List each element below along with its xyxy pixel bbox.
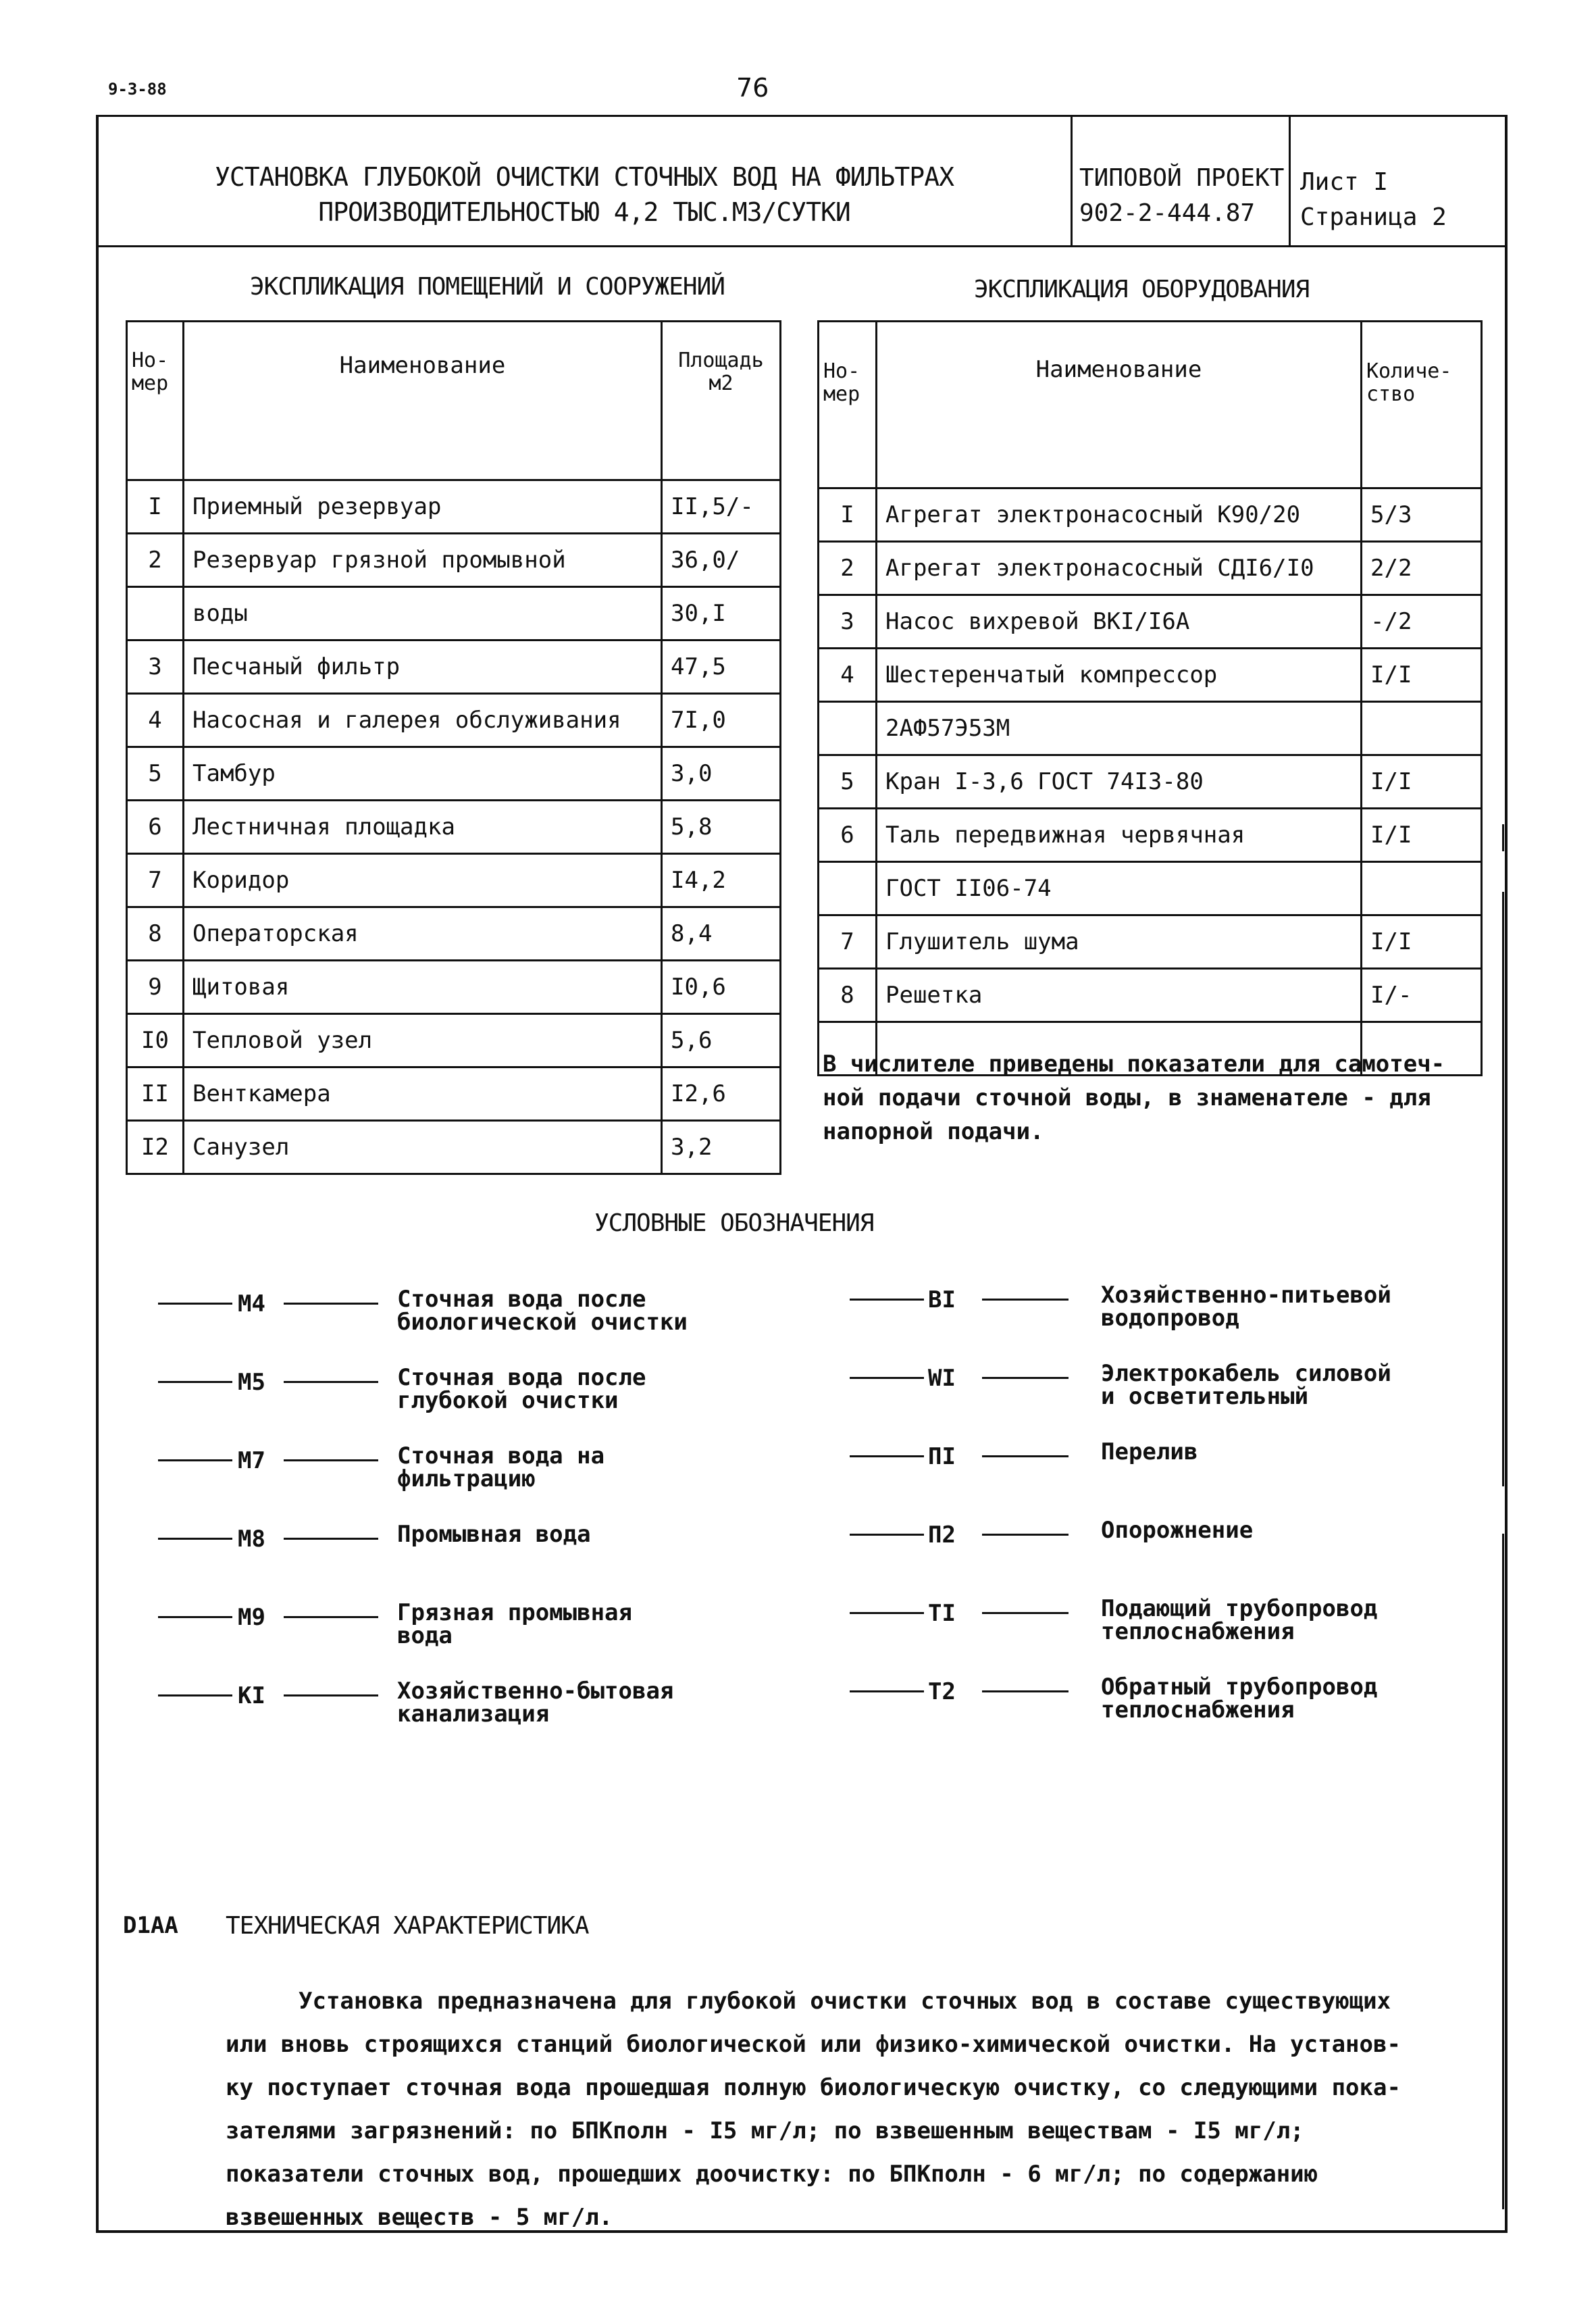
- room-name: Насосная и галерея обслуживания: [184, 694, 662, 747]
- legend-description: [1101, 1674, 1378, 1724]
- table-row: [127, 747, 781, 801]
- equipment-quantity: -/2: [1362, 595, 1482, 649]
- legend-code: ТI: [928, 1600, 956, 1627]
- legend-line: [982, 1612, 1069, 1614]
- legend-code: ВI: [928, 1286, 956, 1313]
- paragraph-line: [226, 1980, 1482, 2023]
- legend-description-line: Промывная вода: [397, 1521, 591, 1548]
- legend-title: УСЛОВНЫЕ ОБОЗНАЧЕНИЯ: [594, 1209, 874, 1237]
- equipment-quantity: [1362, 702, 1482, 755]
- legend-code: WI: [928, 1365, 956, 1392]
- document-title: УСТАНОВКА ГЛУБОКОЙ ОЧИСТКИ СТОЧНЫХ ВОД НА ФИЛЬТРАХ ПРОИЗВОДИТЕЛЬНОСТЬЮ 4,2 ТЫС.М3/СУТКИ: [215, 162, 954, 227]
- legend-description: [1101, 1284, 1391, 1330]
- table-row: [819, 915, 1482, 969]
- paragraph-text: ку поступает сточная вода прошедшая полную биологическую очистку, со следующими пока-: [226, 2074, 1401, 2101]
- legend-description: [1101, 1440, 1198, 1463]
- legend-code: М5: [238, 1369, 265, 1396]
- legend-description: [397, 1601, 632, 1647]
- table-row: [819, 969, 1482, 1022]
- table-row: [819, 702, 1482, 755]
- table-row: [819, 595, 1482, 649]
- legend-line: [850, 1690, 924, 1692]
- title-block-divider: [1071, 115, 1073, 247]
- rooms-title: ЭКСПЛИКАЦИЯ ПОМЕЩЕНИЙ И СООРУЖЕНИЙ: [250, 273, 725, 301]
- legend-description-line: Подающий трубопровод: [1101, 1595, 1378, 1622]
- sheet-info: Лист I Страница 2: [1300, 168, 1447, 231]
- legend-description-line: Хозяйственно-питьевой: [1101, 1282, 1391, 1309]
- room-area: I4,2: [662, 854, 781, 907]
- room-number: I0: [127, 1014, 184, 1067]
- equipment-number: 3: [819, 595, 877, 649]
- equipment-quantity: I/I: [1362, 755, 1482, 809]
- legend-description-line: Перелив: [1101, 1438, 1198, 1465]
- table-row: [819, 488, 1482, 542]
- equipment-name: Решетка: [877, 969, 1362, 1022]
- frame-rule: [1502, 1534, 1504, 2209]
- tech-paragraph: [226, 1980, 1482, 2239]
- room-area: I2,6: [662, 1067, 781, 1121]
- tech-title: ТЕХНИЧЕСКАЯ ХАРАКТЕРИСТИКА: [226, 1912, 589, 1940]
- legend-line: [158, 1459, 232, 1461]
- paragraph-text: или вновь строящихся станций биологической или физико-химической очистки. На установ-: [226, 2031, 1401, 2058]
- legend-description-line: канализация: [397, 1701, 550, 1728]
- col-area-header: Площадь м2: [662, 322, 781, 480]
- room-name: Коридор: [184, 854, 662, 907]
- table-header-row: [127, 322, 781, 480]
- room-area: 36,0/: [662, 534, 781, 587]
- legend-description-line: Хозяйственно-бытовая: [397, 1678, 674, 1705]
- room-area: 3,0: [662, 747, 781, 801]
- equipment-name: Глушитель шума: [877, 915, 1362, 969]
- equipment-number: [819, 702, 877, 755]
- legend-description-line: Сточная вода после: [397, 1364, 646, 1391]
- table-row: [127, 1014, 781, 1067]
- frame-rule: [1502, 824, 1504, 851]
- legend-line: [982, 1377, 1069, 1379]
- equipment-name: Агрегат электронасосный СДI6/I0: [877, 542, 1362, 595]
- room-area: II,5/-: [662, 480, 781, 534]
- equipment-name: Таль передвижная червячная: [877, 809, 1362, 862]
- legend-code: М8: [238, 1526, 265, 1553]
- legend-description-line: Грязная промывная: [397, 1599, 632, 1626]
- title-block-divider: [1289, 115, 1291, 247]
- legend-description: [397, 1444, 604, 1490]
- legend-line: [982, 1534, 1069, 1536]
- frame-rule: [1502, 892, 1504, 1486]
- table-row: [127, 534, 781, 587]
- rooms-table: [126, 320, 781, 1175]
- legend-line: [284, 1303, 378, 1305]
- room-area: I0,6: [662, 961, 781, 1014]
- table-row: [127, 587, 781, 640]
- legend-line: [284, 1381, 378, 1383]
- room-name: Санузел: [184, 1121, 662, 1174]
- room-number: [127, 587, 184, 640]
- equipment-name: Насос вихревой ВКI/I6А: [877, 595, 1362, 649]
- table-row: [819, 542, 1482, 595]
- legend-description-line: Опорожнение: [1101, 1517, 1254, 1544]
- project-info: ТИПОВОЙ ПРОЕКТ 902-2-444.87: [1079, 164, 1285, 227]
- room-number: I2: [127, 1121, 184, 1174]
- legend-description-line: фильтрацию: [397, 1465, 536, 1492]
- legend-code: П2: [928, 1521, 956, 1549]
- room-area: 5,8: [662, 801, 781, 854]
- legend-description: [1101, 1597, 1377, 1643]
- col-number-header: Но- мер: [127, 322, 184, 480]
- room-area: 8,4: [662, 907, 781, 961]
- room-area: 5,6: [662, 1014, 781, 1067]
- paragraph-text: зателями загрязнений: по БПКполн - I5 мг/л; по взвешенным веществам - I5 мг/л;: [226, 2117, 1304, 2144]
- paragraph-text: взвешенных веществ - 5 мг/л.: [226, 2204, 613, 2231]
- legend-description: [1101, 1519, 1253, 1542]
- equipment-name: ГОСТ II06-74: [877, 862, 1362, 915]
- room-name: Венткамера: [184, 1067, 662, 1121]
- legend-description: [397, 1523, 591, 1546]
- room-number: 8: [127, 907, 184, 961]
- table-header-row: [819, 322, 1482, 488]
- table-row: [127, 1067, 781, 1121]
- room-area: 47,5: [662, 640, 781, 694]
- table-row: [127, 694, 781, 747]
- legend-line: [158, 1616, 232, 1618]
- legend-description-line: водопровод: [1101, 1305, 1239, 1332]
- legend-line: [982, 1690, 1069, 1692]
- equipment-number: 5: [819, 755, 877, 809]
- room-name: Резервуар грязной промывной: [184, 534, 662, 587]
- legend-line: [850, 1299, 924, 1301]
- room-name: Песчаный фильтр: [184, 640, 662, 694]
- legend-code: КI: [238, 1682, 265, 1709]
- room-number: 7: [127, 854, 184, 907]
- room-name: Операторская: [184, 907, 662, 961]
- legend-description-line: Сточная вода после: [397, 1286, 646, 1313]
- document-code: 9-3-88: [108, 80, 167, 99]
- equipment-name: Кран I-3,6 ГОСТ 74I3-80: [877, 755, 1362, 809]
- legend-description-line: глубокой очистки: [397, 1387, 619, 1414]
- table-row: [819, 649, 1482, 702]
- equipment-quantity: [1362, 862, 1482, 915]
- table-row: [127, 907, 781, 961]
- equipment-number: 8: [819, 969, 877, 1022]
- equipment-title: ЭКСПЛИКАЦИЯ ОБОРУДОВАНИЯ: [974, 276, 1310, 303]
- equipment-number: I: [819, 488, 877, 542]
- paragraph-line: [226, 2066, 1482, 2109]
- legend-line: [158, 1538, 232, 1540]
- room-number: 3: [127, 640, 184, 694]
- col-number-header: Но- мер: [819, 322, 877, 488]
- room-number: 6: [127, 801, 184, 854]
- table-row: [127, 640, 781, 694]
- table-row: [819, 755, 1482, 809]
- legend-description-line: теплоснабжения: [1101, 1696, 1295, 1724]
- legend-code: М4: [238, 1290, 265, 1317]
- legend-description-line: вода: [397, 1622, 453, 1649]
- equipment-quantity: I/I: [1362, 649, 1482, 702]
- table-row: [127, 801, 781, 854]
- legend-description-line: биологической очистки: [397, 1309, 688, 1336]
- legend-line: [158, 1694, 232, 1696]
- room-name: Тепловой узел: [184, 1014, 662, 1067]
- room-area: 7I,0: [662, 694, 781, 747]
- legend-line: [850, 1377, 924, 1379]
- table-row: [819, 862, 1482, 915]
- equipment-name: Агрегат электронасосный К90/20: [877, 488, 1362, 542]
- room-number: I: [127, 480, 184, 534]
- equipment-note: В числителе приведены показатели для самотеч- ной подачи сточной воды, в знаменателе - для напорной подачи.: [823, 1051, 1445, 1145]
- room-name: Щитовая: [184, 961, 662, 1014]
- table-row: [127, 961, 781, 1014]
- legend-description-line: Электрокабель силовой: [1101, 1360, 1391, 1387]
- legend-code: ПI: [928, 1443, 956, 1470]
- room-number: 5: [127, 747, 184, 801]
- legend-description: [397, 1366, 646, 1412]
- table-row: [819, 809, 1482, 862]
- equipment-quantity: I/I: [1362, 915, 1482, 969]
- room-area: 30,I: [662, 587, 781, 640]
- equipment-quantity: 5/3: [1362, 488, 1482, 542]
- paragraph-line: [226, 2196, 1482, 2239]
- paragraph-line: [226, 2153, 1482, 2196]
- col-name-header: Наименование: [184, 322, 662, 480]
- page-number: 76: [736, 73, 769, 103]
- legend-code: Т2: [928, 1678, 956, 1705]
- legend-line: [158, 1303, 232, 1305]
- legend-line: [284, 1694, 378, 1696]
- equipment-number: 6: [819, 809, 877, 862]
- room-number: 9: [127, 961, 184, 1014]
- equipment-name: Шестеренчатый компрессор: [877, 649, 1362, 702]
- legend-description: [1101, 1362, 1391, 1408]
- col-name-header: Наименование: [877, 322, 1362, 488]
- legend-code: М9: [238, 1604, 265, 1631]
- equipment-table: [817, 320, 1483, 1076]
- paragraph-text: показатели сточных вод, прошедших доочистку: по БПКполн - 6 мг/л; по содержанию: [226, 2161, 1318, 2188]
- legend-line: [284, 1538, 378, 1540]
- equipment-number: 4: [819, 649, 877, 702]
- room-number: 2: [127, 534, 184, 587]
- room-area: 3,2: [662, 1121, 781, 1174]
- legend-description: [397, 1288, 688, 1334]
- room-name: Приемный резервуар: [184, 480, 662, 534]
- table-row: [127, 854, 781, 907]
- section-code: D1AA: [123, 1912, 178, 1939]
- col-qty-header: Количе- ство: [1362, 322, 1482, 488]
- equipment-number: [819, 862, 877, 915]
- legend-line: [982, 1299, 1069, 1301]
- legend-line: [850, 1455, 924, 1457]
- table-row: [127, 1121, 781, 1174]
- room-name: воды: [184, 587, 662, 640]
- equipment-number: 7: [819, 915, 877, 969]
- legend-line: [284, 1459, 378, 1461]
- legend-code: М7: [238, 1447, 265, 1474]
- legend-description: [397, 1680, 673, 1726]
- legend-line: [158, 1381, 232, 1383]
- room-number: II: [127, 1067, 184, 1121]
- equipment-name: 2АФ57Э53М: [877, 702, 1362, 755]
- paragraph-line: [226, 2023, 1482, 2066]
- legend-line: [284, 1616, 378, 1618]
- legend-description-line: и осветительный: [1101, 1383, 1309, 1410]
- legend-line: [850, 1612, 924, 1614]
- equipment-quantity: 2/2: [1362, 542, 1482, 595]
- legend-line: [982, 1455, 1069, 1457]
- room-name: Тамбур: [184, 747, 662, 801]
- legend-description-line: Сточная вода на: [397, 1442, 605, 1469]
- room-number: 4: [127, 694, 184, 747]
- equipment-number: 2: [819, 542, 877, 595]
- legend-description-line: Обратный трубопровод: [1101, 1674, 1378, 1701]
- paragraph-text: Установка предназначена для глубокой очистки сточных вод в составе существующих: [299, 1988, 1391, 2015]
- equipment-quantity: I/I: [1362, 809, 1482, 862]
- room-name: Лестничная площадка: [184, 801, 662, 854]
- legend-line: [850, 1534, 924, 1536]
- equipment-quantity: I/-: [1362, 969, 1482, 1022]
- legend-description-line: теплоснабжения: [1101, 1618, 1295, 1645]
- paragraph-line: [226, 2109, 1482, 2153]
- table-row: [127, 480, 781, 534]
